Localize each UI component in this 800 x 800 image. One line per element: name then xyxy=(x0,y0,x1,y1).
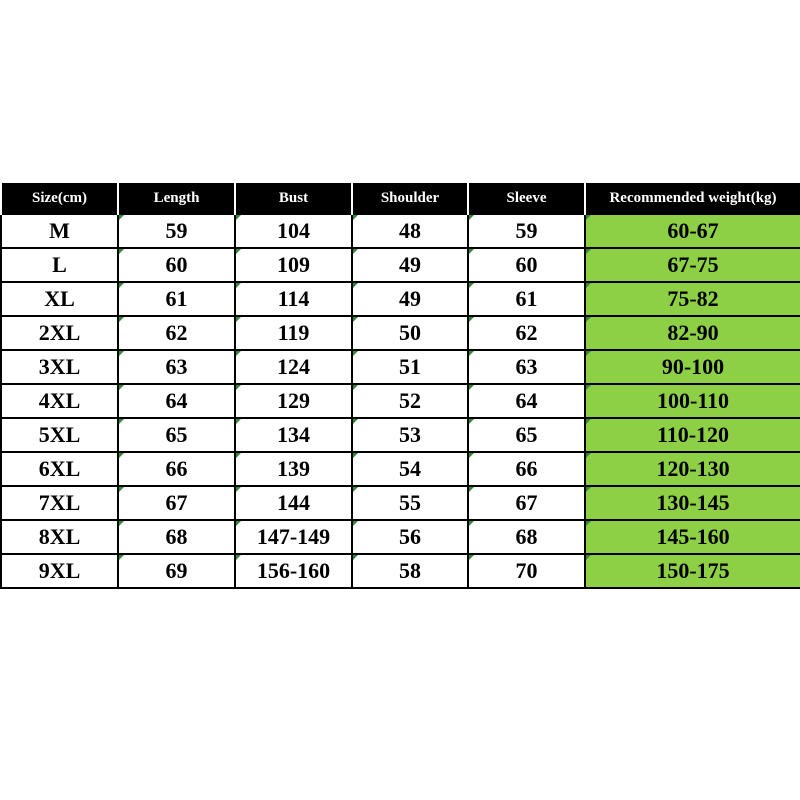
shoulder-cell-text: 58 xyxy=(399,558,421,583)
cell-corner-marker-icon xyxy=(469,385,474,390)
bust-cell-text: 144 xyxy=(277,490,310,515)
sleeve-cell-text: 67 xyxy=(515,490,538,515)
cell-corner-marker-icon xyxy=(236,385,241,390)
cell-corner-marker-icon xyxy=(586,419,591,424)
cell-corner-marker-icon xyxy=(119,283,124,288)
shoulder-cell-text: 54 xyxy=(399,456,421,481)
sleeve-cell-text: 62 xyxy=(515,320,538,345)
cell-corner-marker-icon xyxy=(353,555,358,560)
weight-cell-text: 75-82 xyxy=(667,286,719,311)
table-row xyxy=(1,452,800,486)
cell-corner-marker-icon xyxy=(586,453,591,458)
cell-corner-marker-icon xyxy=(353,385,358,390)
length-cell-text: 61 xyxy=(165,286,188,311)
bust-cell xyxy=(235,486,352,520)
cell-corner-marker-icon xyxy=(353,419,358,424)
sleeve-cell xyxy=(468,316,585,350)
shoulder-cell xyxy=(352,452,468,486)
table-body xyxy=(1,214,800,588)
shoulder-cell xyxy=(352,248,468,282)
cell-corner-marker-icon xyxy=(236,521,241,526)
table-row xyxy=(1,486,800,520)
size-cell xyxy=(1,520,118,554)
shoulder-cell-text: 49 xyxy=(399,252,421,277)
length-cell-text: 63 xyxy=(165,354,188,379)
size-cell-text: 2XL xyxy=(38,320,81,345)
cell-corner-marker-icon xyxy=(586,521,591,526)
cell-corner-marker-icon xyxy=(236,351,241,356)
cell-corner-marker-icon xyxy=(586,283,591,288)
weight-cell-text: 120-130 xyxy=(656,456,730,481)
sleeve-cell xyxy=(468,248,585,282)
sleeve-cell-text: 70 xyxy=(515,558,538,583)
cell-corner-marker-icon xyxy=(236,249,241,254)
cell-corner-marker-icon xyxy=(353,317,358,322)
weight-cell xyxy=(585,214,800,248)
sleeve-cell xyxy=(468,554,585,588)
length-cell xyxy=(118,248,235,282)
bust-cell xyxy=(235,418,352,452)
shoulder-cell-text: 48 xyxy=(399,218,421,243)
size-cell xyxy=(1,282,118,316)
length-cell xyxy=(118,316,235,350)
sleeve-cell-text: 61 xyxy=(515,286,538,311)
bust-cell xyxy=(235,452,352,486)
weight-cell xyxy=(585,520,800,554)
cell-corner-marker-icon xyxy=(353,215,358,220)
cell-corner-marker-icon xyxy=(586,385,591,390)
shoulder-cell xyxy=(352,520,468,554)
length-cell-text: 59 xyxy=(165,218,188,243)
cell-corner-marker-icon xyxy=(469,283,474,288)
sleeve-cell-text: 59 xyxy=(515,218,538,243)
weight-cell-text: 150-175 xyxy=(656,558,730,583)
weight-cell xyxy=(585,248,800,282)
length-cell-text: 69 xyxy=(165,558,188,583)
cell-corner-marker-icon xyxy=(236,283,241,288)
cell-corner-marker-icon xyxy=(119,385,124,390)
length-cell xyxy=(118,452,235,486)
bust-cell-text: 139 xyxy=(277,456,310,481)
sleeve-cell xyxy=(468,486,585,520)
cell-corner-marker-icon xyxy=(119,453,124,458)
length-cell-text: 64 xyxy=(165,388,188,413)
bust-cell-text: 109 xyxy=(277,252,310,277)
cell-corner-marker-icon xyxy=(469,521,474,526)
size-cell-text: 5XL xyxy=(38,422,81,447)
size-cell-text: 3XL xyxy=(38,354,81,379)
table-row xyxy=(1,316,800,350)
table-row xyxy=(1,384,800,418)
length-cell xyxy=(118,282,235,316)
cell-corner-marker-icon xyxy=(469,215,474,220)
size-cell xyxy=(1,316,118,350)
weight-cell xyxy=(585,384,800,418)
bust-cell xyxy=(235,554,352,588)
size-cell xyxy=(1,214,118,248)
sleeve-cell xyxy=(468,384,585,418)
cell-corner-marker-icon xyxy=(353,249,358,254)
shoulder-cell-text: 50 xyxy=(399,320,421,345)
bust-cell xyxy=(235,316,352,350)
size-cell-text: 8XL xyxy=(38,524,81,549)
sleeve-cell-text: 66 xyxy=(515,456,538,481)
length-cell xyxy=(118,554,235,588)
table-row xyxy=(1,350,800,384)
weight-cell xyxy=(585,282,800,316)
bust-cell xyxy=(235,384,352,418)
bust-cell xyxy=(235,520,352,554)
bust-cell xyxy=(235,248,352,282)
bust-cell-text: 156-160 xyxy=(256,558,331,583)
bust-cell xyxy=(235,282,352,316)
shoulder-cell xyxy=(352,350,468,384)
cell-corner-marker-icon xyxy=(119,351,124,356)
cell-corner-marker-icon xyxy=(469,453,474,458)
cell-corner-marker-icon xyxy=(469,555,474,560)
shoulder-cell xyxy=(352,418,468,452)
shoulder-cell xyxy=(352,214,468,248)
sleeve-cell-text: 63 xyxy=(515,354,538,379)
cell-corner-marker-icon xyxy=(469,317,474,322)
weight-cell-text: 60-67 xyxy=(667,218,719,243)
cell-corner-marker-icon xyxy=(469,487,474,492)
cell-corner-marker-icon xyxy=(586,351,591,356)
length-cell-text: 65 xyxy=(165,422,188,447)
size-cell-text: 7XL xyxy=(38,490,81,515)
cell-corner-marker-icon xyxy=(469,351,474,356)
cell-corner-marker-icon xyxy=(469,249,474,254)
bust-cell-text: 119 xyxy=(277,320,310,345)
table-row xyxy=(1,282,800,316)
cell-corner-marker-icon xyxy=(586,487,591,492)
weight-cell xyxy=(585,486,800,520)
bust-cell xyxy=(235,350,352,384)
cell-corner-marker-icon xyxy=(119,521,124,526)
bust-cell-text: 124 xyxy=(277,354,310,379)
sleeve-cell xyxy=(468,350,585,384)
cell-corner-marker-icon xyxy=(586,215,591,220)
cell-corner-marker-icon xyxy=(469,419,474,424)
size-cell-text: 4XL xyxy=(38,388,81,413)
cell-corner-marker-icon xyxy=(119,487,124,492)
weight-cell-text: 90-100 xyxy=(661,354,725,379)
size-cell xyxy=(1,350,118,384)
bust-cell-text: 114 xyxy=(277,286,310,311)
size-cell xyxy=(1,418,118,452)
sleeve-cell xyxy=(468,282,585,316)
size-cell xyxy=(1,248,118,282)
sleeve-cell xyxy=(468,452,585,486)
weight-cell-text: 67-75 xyxy=(667,252,719,277)
size-cell-text: 9XL xyxy=(38,558,81,583)
shoulder-cell xyxy=(352,384,468,418)
length-cell-text: 68 xyxy=(165,524,188,549)
table-row xyxy=(1,520,800,554)
shoulder-cell-text: 51 xyxy=(399,354,421,379)
cell-corner-marker-icon xyxy=(236,317,241,322)
size-cell-text: 6XL xyxy=(38,456,81,481)
size-cell xyxy=(1,486,118,520)
header-row xyxy=(1,183,800,214)
table-row xyxy=(1,554,800,588)
shoulder-cell xyxy=(352,554,468,588)
length-cell xyxy=(118,384,235,418)
weight-cell-text: 145-160 xyxy=(656,524,730,549)
bust-cell-text: 134 xyxy=(277,422,310,447)
cell-corner-marker-icon xyxy=(586,555,591,560)
bust-cell-text: 104 xyxy=(277,218,310,243)
length-cell-text: 66 xyxy=(165,456,188,481)
weight-cell-text: 130-145 xyxy=(656,490,730,515)
header-sleeve: Sleeve xyxy=(468,183,585,214)
length-cell xyxy=(118,214,235,248)
weight-cell-text: 82-90 xyxy=(667,320,719,345)
sleeve-cell-text: 68 xyxy=(515,524,538,549)
shoulder-cell xyxy=(352,316,468,350)
cell-corner-marker-icon xyxy=(353,283,358,288)
length-cell xyxy=(118,350,235,384)
table-row xyxy=(1,418,800,452)
length-cell-text: 67 xyxy=(165,490,188,515)
cell-corner-marker-icon xyxy=(236,419,241,424)
cell-corner-marker-icon xyxy=(586,317,591,322)
cell-corner-marker-icon xyxy=(119,249,124,254)
shoulder-cell-text: 52 xyxy=(399,388,421,413)
cell-corner-marker-icon xyxy=(119,215,124,220)
cell-corner-marker-icon xyxy=(236,453,241,458)
cell-corner-marker-icon xyxy=(353,487,358,492)
length-cell xyxy=(118,486,235,520)
cell-corner-marker-icon xyxy=(586,249,591,254)
header-size: Size(cm) xyxy=(1,183,118,214)
sleeve-cell-text: 64 xyxy=(515,388,538,413)
bust-cell xyxy=(235,214,352,248)
cell-corner-marker-icon xyxy=(353,521,358,526)
length-cell-text: 62 xyxy=(165,320,188,345)
size-cell-text: M xyxy=(49,218,70,243)
length-cell xyxy=(118,520,235,554)
length-cell xyxy=(118,418,235,452)
table-row xyxy=(1,248,800,282)
weight-cell xyxy=(585,554,800,588)
shoulder-cell-text: 49 xyxy=(399,286,421,311)
shoulder-cell-text: 53 xyxy=(399,422,421,447)
bust-cell-text: 129 xyxy=(277,388,310,413)
bust-cell-text: 147-149 xyxy=(256,524,331,549)
sleeve-cell xyxy=(468,418,585,452)
cell-corner-marker-icon xyxy=(236,215,241,220)
cell-corner-marker-icon xyxy=(119,419,124,424)
cell-corner-marker-icon xyxy=(353,453,358,458)
sleeve-cell-text: 65 xyxy=(515,422,538,447)
cell-corner-marker-icon xyxy=(236,487,241,492)
header-shoulder: Shoulder xyxy=(352,183,468,214)
shoulder-cell xyxy=(352,282,468,316)
cell-corner-marker-icon xyxy=(119,317,124,322)
shoulder-cell-text: 55 xyxy=(399,490,421,515)
size-chart-table xyxy=(0,183,800,589)
sleeve-cell xyxy=(468,214,585,248)
size-cell xyxy=(1,452,118,486)
weight-cell xyxy=(585,452,800,486)
size-cell-text: L xyxy=(52,252,67,277)
header-length: Length xyxy=(118,183,235,214)
sleeve-cell-text: 60 xyxy=(515,252,538,277)
size-cell xyxy=(1,384,118,418)
size-cell-text: XL xyxy=(44,286,75,311)
weight-cell xyxy=(585,316,800,350)
header-bust: Bust xyxy=(235,183,352,214)
sleeve-cell xyxy=(468,520,585,554)
table-row xyxy=(1,214,800,248)
weight-cell xyxy=(585,418,800,452)
cell-corner-marker-icon xyxy=(353,351,358,356)
length-cell-text: 60 xyxy=(165,252,188,277)
weight-cell-text: 100-110 xyxy=(656,388,730,413)
weight-cell xyxy=(585,350,800,384)
shoulder-cell-text: 56 xyxy=(399,524,421,549)
size-cell xyxy=(1,554,118,588)
header-recommended-weight: Recommended weight(kg) xyxy=(585,183,800,214)
shoulder-cell xyxy=(352,486,468,520)
cell-corner-marker-icon xyxy=(119,555,124,560)
weight-cell-text: 110-120 xyxy=(656,422,730,447)
cell-corner-marker-icon xyxy=(236,555,241,560)
